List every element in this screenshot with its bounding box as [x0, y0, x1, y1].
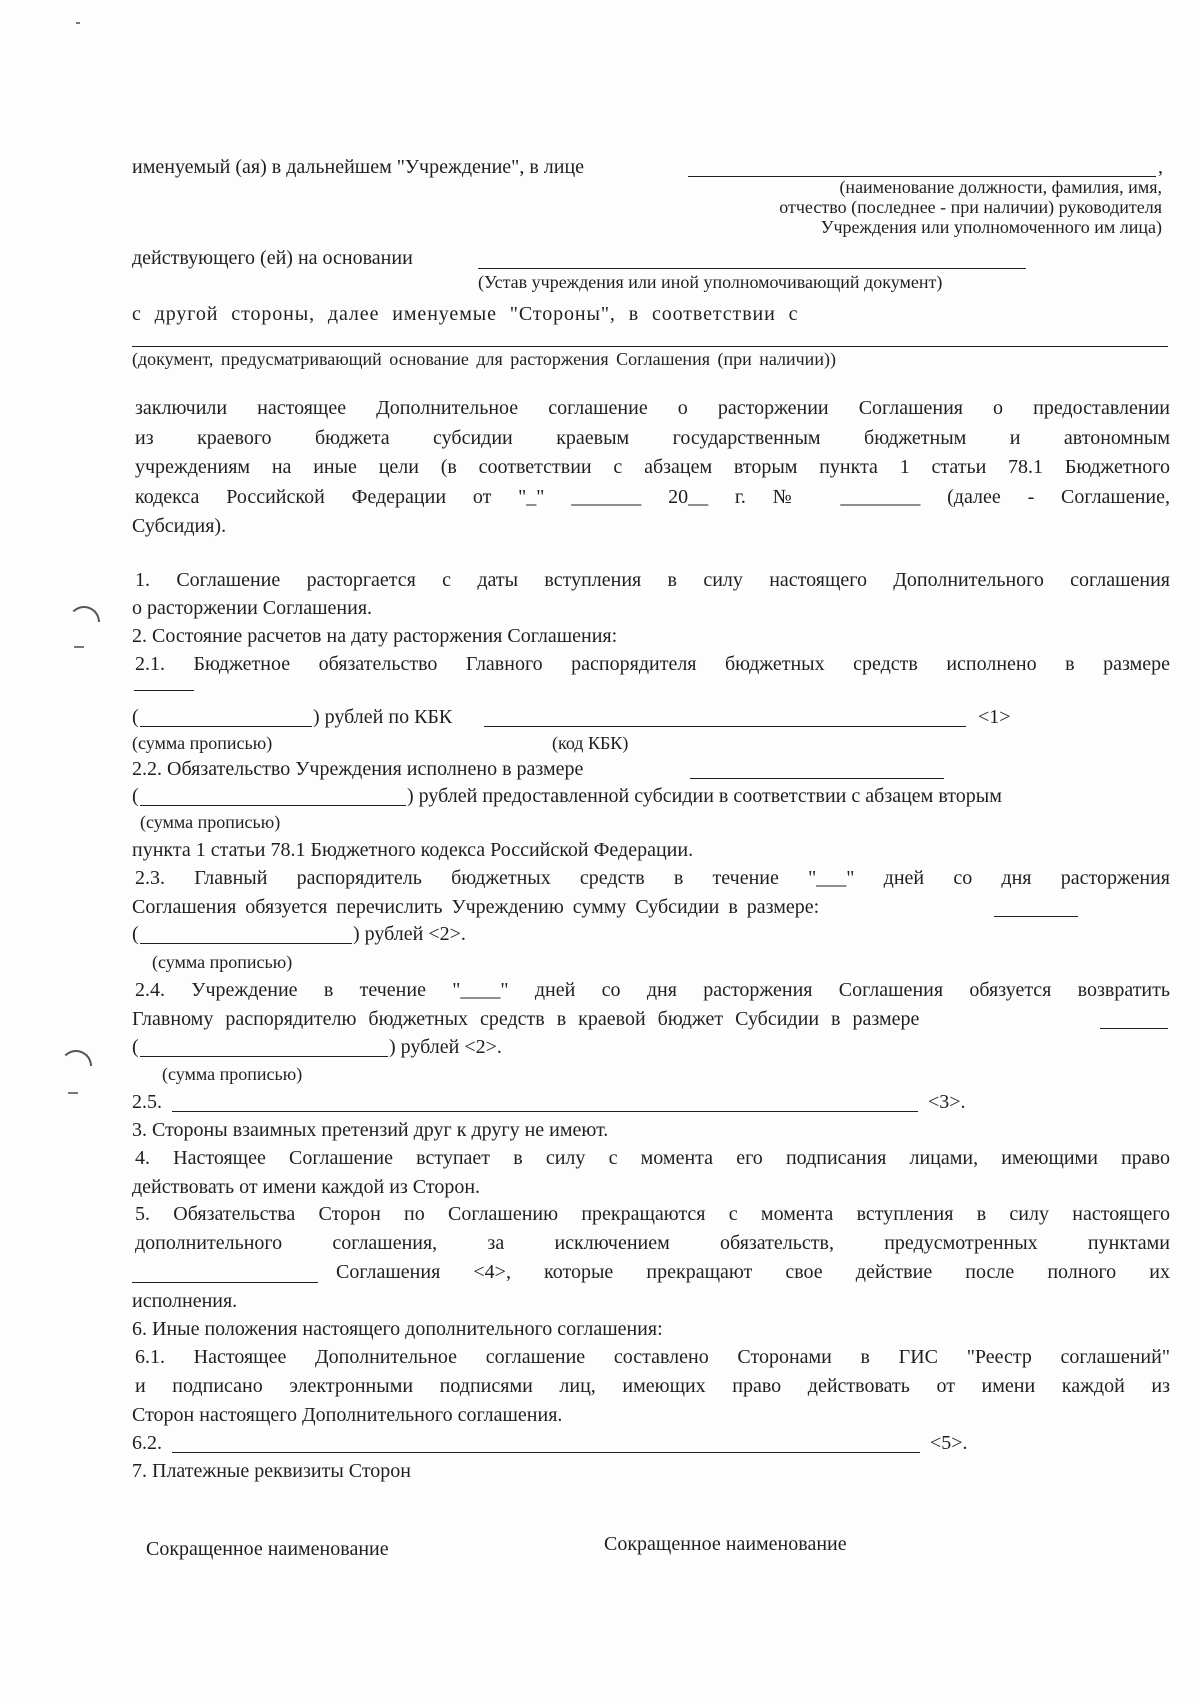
short-name-right: Сокращенное наименование [604, 1533, 847, 1555]
section-2-5-blank [172, 1111, 918, 1112]
section-2-1-sum-open: ( [132, 706, 139, 728]
section-2-5-footnote-ref: <3>. [928, 1091, 966, 1113]
intro-line-comma: , [1158, 156, 1163, 178]
section-2-3-amount-blank [994, 916, 1078, 917]
section-2-3-line-2: Соглашения обязуется перечислить Учреждению сумму Субсидии в размере: [132, 896, 820, 918]
note-official-line-3: Учреждения или уполномоченного им лица) [820, 217, 1162, 237]
basis-document-blank [478, 268, 1026, 269]
note-charter: (Устав учреждения или иной уполномочивающий документ) [478, 272, 943, 292]
hole-punch-mark-lower [60, 1050, 92, 1066]
section-2-2-amount-blank [690, 778, 944, 779]
section-6-1-line-3: Сторон настоящего Дополнительного соглашения. [132, 1404, 563, 1426]
section-5-line-4: исполнения. [132, 1290, 238, 1312]
note-sum-in-words-2-4: (сумма прописью) [162, 1064, 303, 1084]
note-sum-in-words-2-1: (сумма прописью) [132, 733, 273, 753]
section-1-line-2: о расторжении Соглашения. [132, 597, 373, 619]
note-official-line-2: отчество (последнее - при наличии) руководителя [779, 197, 1162, 217]
section-2-1-line-1: 2.1. Бюджетное обязательство Главного распорядителя бюджетных средств исполнено в размере [135, 653, 1170, 675]
section-6-heading: 6. Иные положения настоящего дополнительного соглашения: [132, 1318, 663, 1340]
concluded-line-1: заключили настоящее Дополнительное соглашение о расторжении Соглашения о предоставлении [135, 397, 1170, 419]
section-2-4-amount-blank [1100, 1028, 1168, 1029]
hole-punch-tick-upper [74, 646, 84, 648]
section-1-line-1: 1. Соглашение расторгается с даты вступления в силу настоящего Дополнительного соглашения [135, 569, 1170, 591]
note-sum-in-words-2-3: (сумма прописью) [152, 952, 293, 972]
other-party-line: с другой стороны, далее именуемые "Стороны", в соответствии с [132, 303, 799, 325]
note-official-line-1: (наименование должности, фамилия, имя, [839, 177, 1162, 197]
section-2-4-line-1: 2.4. Учреждение в течение "____" дней со дня расторжения Соглашения обязуется возвратить [135, 979, 1170, 1001]
concluded-line-5: Субсидия). [132, 515, 227, 537]
section-5-line-2: дополнительного соглашения, за исключением обязательств, предусмотренных пунктами [135, 1232, 1170, 1254]
section-2-3-line-1: 2.3. Главный распорядитель бюджетных средств в течение "___" дней со дня расторжения [135, 867, 1170, 889]
section-2-5-label: 2.5. [132, 1091, 162, 1113]
section-6-2-footnote-ref: <5>. [930, 1432, 968, 1454]
section-2-1-sum-words-blank [140, 726, 312, 727]
section-2-3-sum-open: ( [132, 923, 139, 945]
section-2-2-continuation: пункта 1 статьи 78.1 Бюджетного кодекса Российской Федерации. [132, 839, 694, 861]
section-6-1-line-1: 6.1. Настоящее Дополнительное соглашение составлено Сторонами в ГИС "Реестр соглашений" [135, 1346, 1170, 1368]
section-2-heading: 2. Состояние расчетов на дату расторжения Соглашения: [132, 625, 618, 647]
note-termination-document: (документ, предусматривающий основание для расторжения Соглашения (при наличии)) [132, 349, 836, 369]
section-4-line-2: действовать от имени каждой из Сторон. [132, 1176, 481, 1198]
section-2-2-sum-close: ) рублей предоставленной субсидии в соответствии с абзацем вторым [407, 785, 1002, 807]
section-6-2-label: 6.2. [132, 1432, 162, 1454]
section-2-2-line: 2.2. Обязательство Учреждения исполнено в размере [132, 758, 584, 780]
section-2-3-sum-close: ) рублей <2>. [353, 923, 466, 945]
section-2-4-sum-open: ( [132, 1036, 139, 1058]
scan-speck-mark [76, 22, 80, 24]
note-kbk-code: (код КБК) [552, 733, 629, 753]
termination-document-blank [132, 346, 1168, 347]
concluded-line-4: кодекса Российской Федерации от "_" _______ 20__ г. № ________ (далее - Соглашение, [135, 486, 1170, 508]
intro-line: именуемый (ая) в дальнейшем "Учреждение", в лице [132, 156, 585, 178]
section-7-heading: 7. Платежные реквизиты Сторон [132, 1460, 412, 1482]
section-6-2-blank [172, 1452, 920, 1453]
section-2-2-sum-words-blank [140, 805, 406, 806]
hole-punch-tick-lower [68, 1092, 78, 1094]
short-name-left: Сокращенное наименование [146, 1538, 389, 1560]
note-sum-in-words-2-2: (сумма прописью) [140, 812, 281, 832]
section-2-1-sum-close: ) рублей по КБК [313, 706, 453, 728]
acting-basis-line: действующего (ей) на основании [132, 247, 413, 269]
section-5-line-3: Соглашения <4>, которые прекращают свое действие после полного их [336, 1261, 1170, 1283]
section-2-1-footnote-ref: <1> [978, 706, 1011, 728]
section-4-line-1: 4. Настоящее Соглашение вступает в силу с момента его подписания лицами, имеющими право [135, 1147, 1170, 1169]
concluded-line-2: из краевого бюджета субсидии краевым государственным бюджетным и автономным [135, 427, 1170, 449]
section-5-clauses-blank [132, 1282, 318, 1283]
section-2-1-amount-blank [134, 690, 194, 691]
section-2-4-sum-words-blank [140, 1056, 388, 1057]
section-3-line: 3. Стороны взаимных претензий друг к другу не имеют. [132, 1119, 609, 1141]
section-2-4-sum-close: ) рублей <2>. [389, 1036, 502, 1058]
section-2-4-line-2: Главному распорядителю бюджетных средств в краевой бюджет Субсидии в размере [132, 1008, 920, 1030]
concluded-line-3: учреждениям на иные цели (в соответствии с абзацем вторым пункта 1 статьи 78.1 Бюджетного [135, 456, 1170, 478]
section-6-1-line-2: и подписано электронными подписями лиц, имеющих право действовать от имени каждой из [135, 1375, 1170, 1397]
section-5-line-1: 5. Обязательства Сторон по Соглашению прекращаются с момента вступления в силу настоящего [135, 1203, 1170, 1225]
hole-punch-mark-upper [68, 606, 100, 622]
section-2-2-sum-open: ( [132, 785, 139, 807]
section-2-1-kbk-blank [484, 726, 966, 727]
section-2-3-sum-words-blank [140, 943, 352, 944]
